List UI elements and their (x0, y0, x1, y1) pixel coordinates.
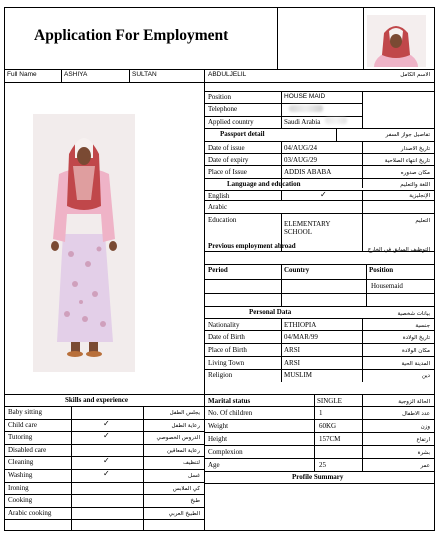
stamp-redacted (325, 117, 347, 124)
issue-label: Date of issue (208, 144, 245, 152)
position-value: HOUSE MAID (284, 93, 326, 100)
passport-header-ar: تفاصيل جواز السفر (385, 132, 430, 138)
education-value-line2: SCHOOL (284, 228, 313, 236)
skill-check: ✓ (103, 418, 110, 428)
applied-country-value: Saudi Arabia (284, 118, 321, 126)
education-value-line1: ELEMENTARY (284, 220, 331, 228)
english-label-ar: الإنجليزية (409, 193, 430, 199)
marital-label-ar: الحالة الزوجية (398, 399, 430, 405)
weight-label: Weight (208, 422, 229, 430)
telephone-value-redacted (289, 105, 323, 112)
weight-label-ar: وزن (420, 424, 430, 430)
skill-check: ✓ (103, 456, 110, 466)
place-label: Place of Issue (208, 168, 247, 176)
previous-employment-header: Previous employment abroad (208, 242, 296, 250)
religion-label-ar: دين (421, 373, 430, 379)
age-label: Age (208, 461, 220, 469)
profile-summary-header: Profile Summary (292, 473, 344, 481)
col-period: Period (208, 266, 228, 274)
marital-value: SINGLE (317, 397, 342, 405)
skill-label: Baby sitting (8, 408, 43, 416)
english-label: English (208, 192, 230, 200)
weight-value: 60KG (319, 422, 337, 430)
previous-employment-header-ar: التوظيف السابق في الخارج (367, 247, 430, 253)
personal-data-header: Personal Data (249, 308, 292, 316)
skill-label-ar: كي الملابس (172, 485, 200, 492)
personal-data-header-ar: بيانات شخصية (397, 311, 430, 317)
skills-header: Skills and experience (65, 396, 129, 404)
living-town-value: ARSI (284, 359, 300, 367)
skill-check: ✓ (103, 469, 110, 478)
dob-value: 04/MAR/99 (284, 333, 318, 341)
skill-label: Arabic cooking (8, 508, 52, 517)
skill-label: Cleaning (8, 458, 34, 467)
complexion-label: Complexion (208, 448, 243, 456)
complexion-label-ar: بشرة (417, 450, 430, 456)
issue-value: 04/AUG/24 (284, 144, 318, 152)
english-check: ✓ (320, 190, 327, 199)
applied-country-label: Applied country (208, 118, 254, 126)
pob-label-ar: مكان الولادة (402, 348, 430, 354)
page-title: Application For Employment (34, 27, 229, 44)
religion-label: Religion (208, 371, 233, 379)
telephone-label: Telephone (208, 105, 238, 113)
passport-header: Passport detail (220, 130, 265, 138)
children-value: 1 (319, 409, 323, 417)
height-label-ar: ارتفاع (416, 437, 430, 443)
header-photo (367, 15, 426, 67)
applicant-photo (33, 114, 135, 372)
height-label: Height (208, 435, 228, 443)
full-name-label: Full Name (7, 71, 37, 78)
living-town-label: Living Town (208, 359, 245, 367)
skill-label: Washing (8, 471, 33, 479)
previous-position-value: Housemaid (371, 282, 403, 290)
skill-label: Cooking (8, 496, 33, 505)
expiry-label-ar: تاريخ انتهاء الصلاحية (384, 158, 430, 164)
age-value: 25 (319, 461, 326, 469)
age-label-ar: عمر (420, 463, 430, 469)
religion-value: MUSLIM (284, 371, 313, 379)
education-label-ar: التعليم (415, 218, 430, 224)
skill-label-ar: طبخ (190, 498, 200, 505)
marital-label: Marital status (208, 397, 251, 405)
nationality-value: ETHIOPIA (284, 321, 317, 329)
dob-label-ar: تاريخ الولادة (402, 335, 430, 341)
skill-label-ar: الطبيخ العربي (168, 510, 200, 517)
arabic-label: Arabic (208, 203, 228, 211)
children-label: No. Of children (208, 409, 253, 417)
position-label: Position (208, 93, 231, 101)
nationality-label: Nationality (208, 321, 240, 329)
language-header-ar: اللغة والتعليم (400, 182, 430, 188)
expiry-value: 03/AUG/29 (284, 156, 318, 164)
skill-check: ✓ (103, 431, 110, 441)
skill-label-ar: رعاية المعاقين (166, 447, 200, 454)
language-header: Language and education (227, 180, 301, 188)
nationality-label-ar: جنسية (415, 323, 430, 329)
dob-label: Date of Birth (208, 333, 245, 341)
pob-value: ARSI (284, 346, 300, 354)
place-label-ar: مكان صدوره (400, 170, 430, 176)
col-position: Position (369, 266, 394, 274)
full-name-label-ar: الاسم الكامل (400, 72, 430, 78)
education-label: Education (208, 216, 237, 224)
living-town-label-ar: المدينة الحية (401, 361, 430, 367)
skill-label-ar: لتنظيف (183, 460, 200, 467)
children-label-ar: عدد الاطفال (402, 411, 430, 417)
skill-label-ar: يجلس الطفل (169, 410, 200, 416)
skill-label: Ironing (8, 483, 29, 492)
skill-label: Child care (8, 420, 37, 429)
issue-label-ar: تاريخ الاصدار (400, 146, 430, 152)
place-value: ADDIS ABABA (284, 168, 332, 176)
middle-name: SULTAN (132, 71, 157, 78)
col-country: Country (284, 266, 310, 274)
skill-label-ar: غسل (188, 473, 200, 479)
first-name: ASHIYA (64, 71, 88, 78)
skill-label: Tutoring (8, 433, 33, 442)
last-name: ABDULJELIL (208, 71, 247, 78)
application-form (4, 7, 435, 531)
skill-label-ar: رعاية الطفل (171, 422, 200, 429)
expiry-label: Date of expiry (208, 156, 249, 164)
skill-label: Disabled care (8, 445, 47, 454)
pob-label: Place of Birth (208, 346, 247, 354)
height-value: 157CM (319, 435, 341, 443)
skill-label-ar: الدروس الخصوصي (156, 435, 200, 442)
